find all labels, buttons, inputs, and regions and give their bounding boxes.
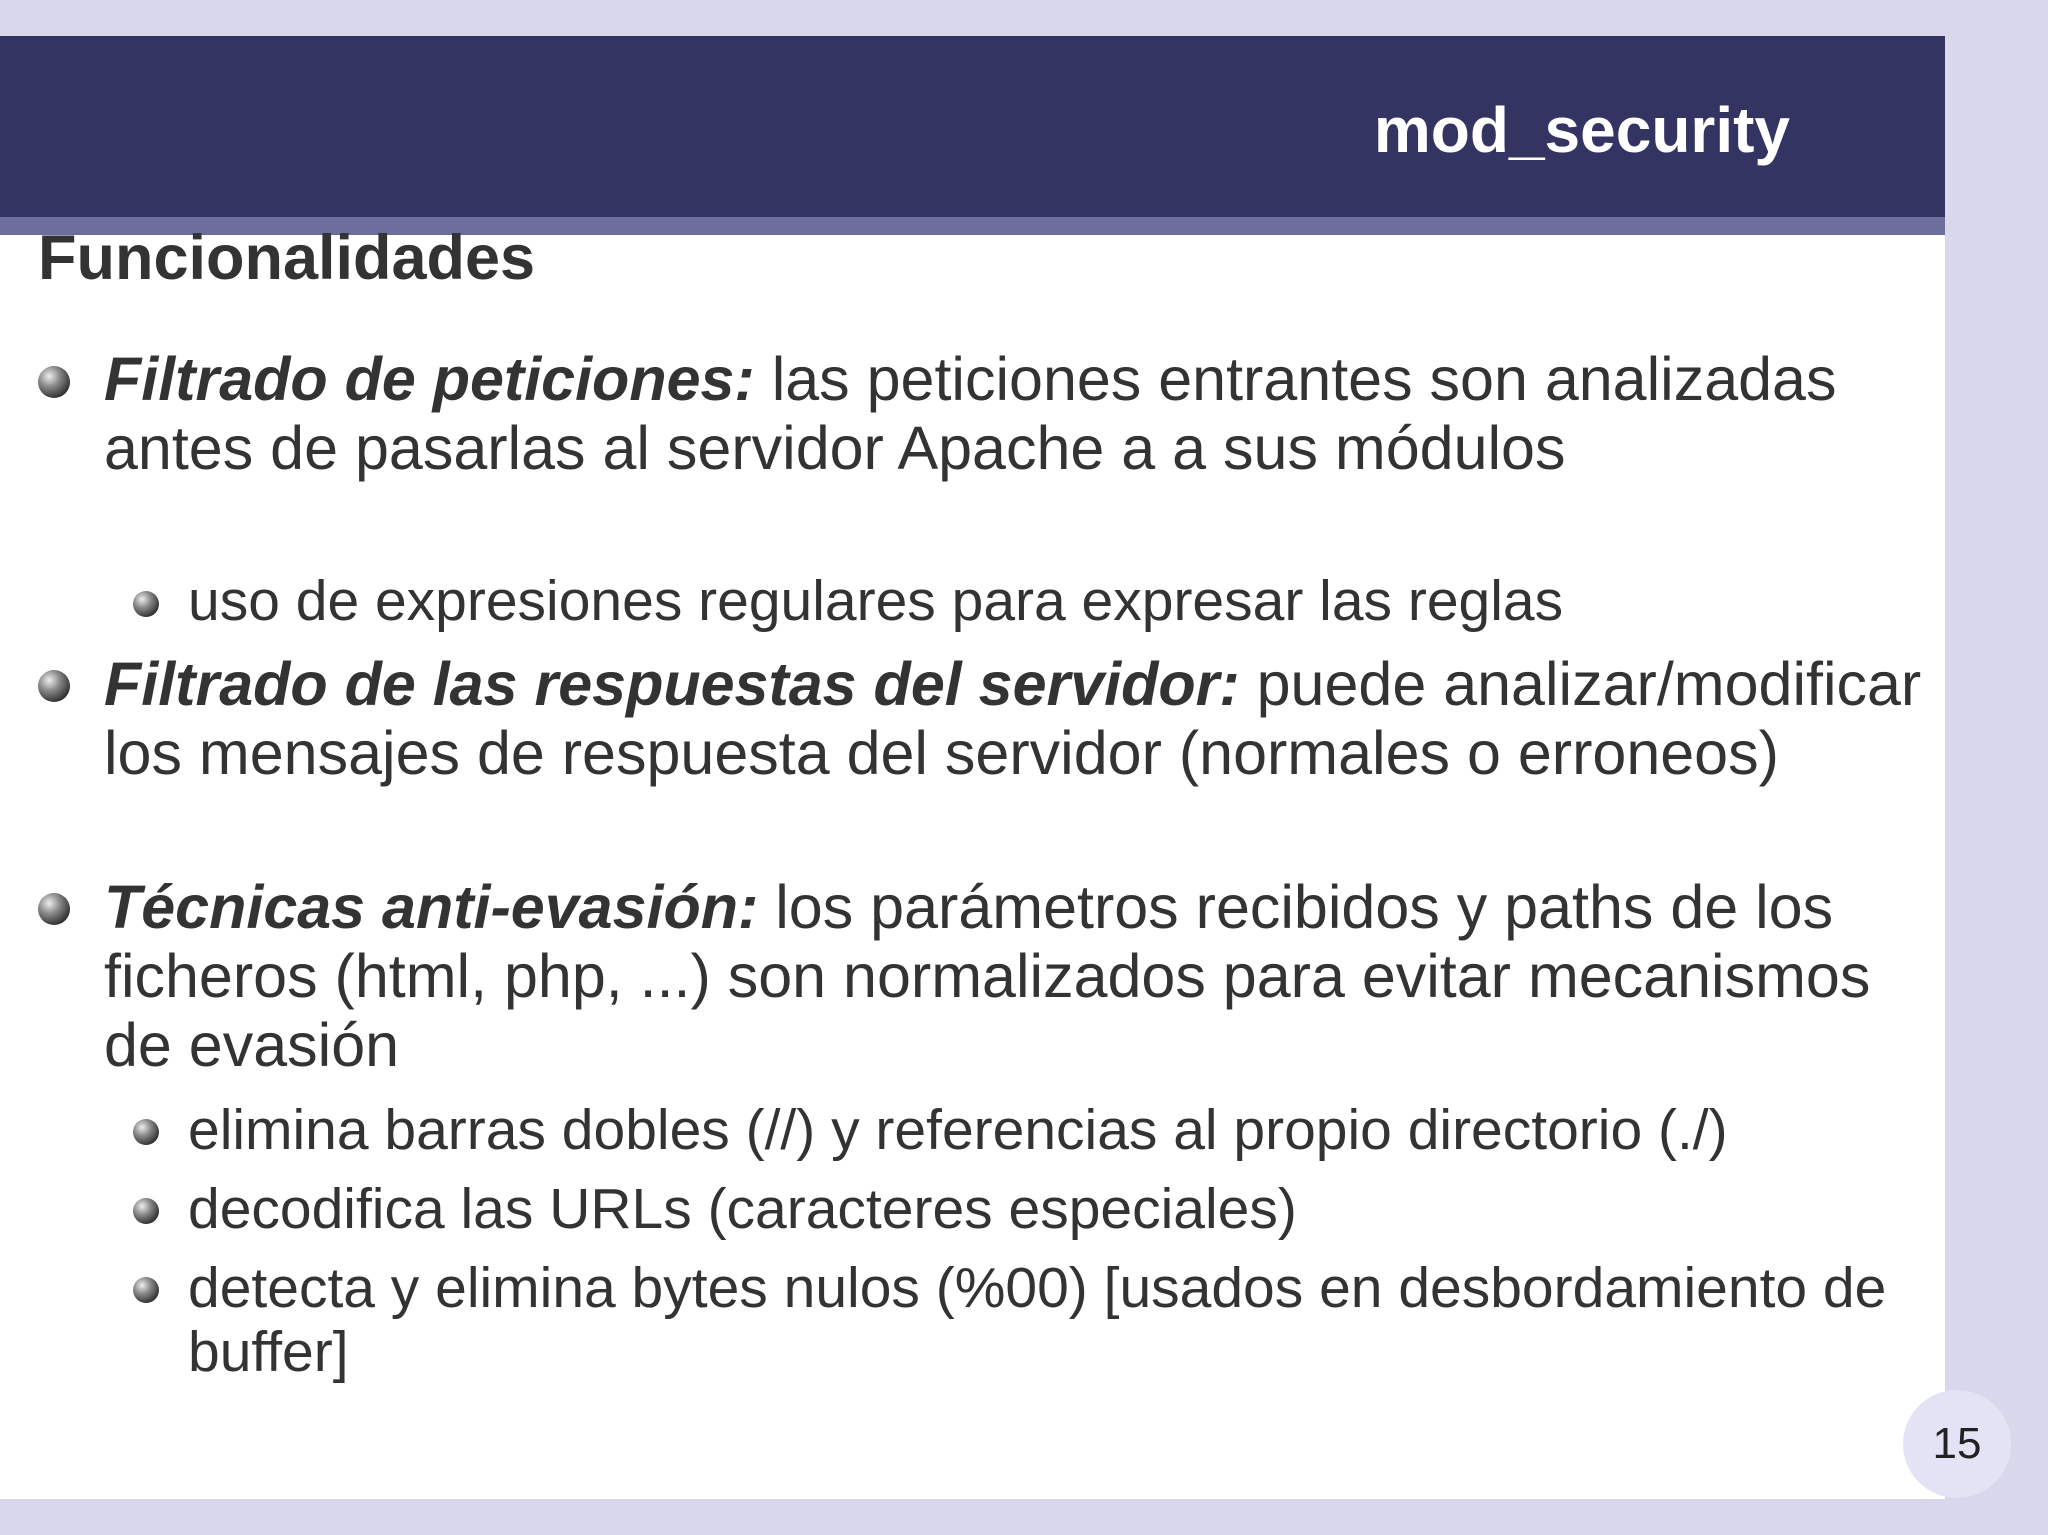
list-item xyxy=(104,345,1934,483)
item-text: puede analizar/modificar los mensajes de respuesta del servidor (normales o erroneos) xyxy=(104,650,1922,787)
sub-bullet-icon xyxy=(133,1277,159,1303)
sub-bullet-icon xyxy=(133,1198,159,1224)
item-term: Filtrado de las respuestas del servidor: xyxy=(104,650,1240,718)
sub-list-item: elimina barras dobles (//) y referencias al propio directorio (./) xyxy=(188,1098,1728,1162)
sub-bullet-icon xyxy=(133,1119,159,1145)
sub-bullet-icon xyxy=(133,591,159,617)
sub-list-item: decodifica las URLs (caracteres especiales) xyxy=(188,1177,1297,1241)
item-text: las peticiones entrantes son analizadas antes de pasarlas al servidor Apache a a sus módulos xyxy=(104,345,1837,482)
bullet-icon xyxy=(38,366,70,398)
sub-list-item: uso de expresiones regulares para expresar las reglas xyxy=(188,569,1564,633)
slide-title: mod_security xyxy=(1373,94,1790,166)
page-number: 15 xyxy=(1903,1390,2011,1498)
item-text: los parámetros recibidos y paths de los ficheros (html, php, ...) son normalizados para evitar mecanismos de evasión xyxy=(104,873,1871,1079)
list-item xyxy=(104,873,1934,1080)
item-term: Técnicas anti-evasión: xyxy=(104,873,759,941)
sub-list-item: detecta y elimina bytes nulos (%00) [usados en desbordamiento de buffer] xyxy=(188,1256,1887,1384)
item-term: Filtrado de peticiones: xyxy=(104,345,755,413)
bullet-icon xyxy=(38,893,70,925)
bullet-icon xyxy=(38,670,70,702)
list-item xyxy=(104,650,1934,788)
section-heading: Funcionalidades xyxy=(38,223,536,293)
title-bar xyxy=(0,36,1945,217)
